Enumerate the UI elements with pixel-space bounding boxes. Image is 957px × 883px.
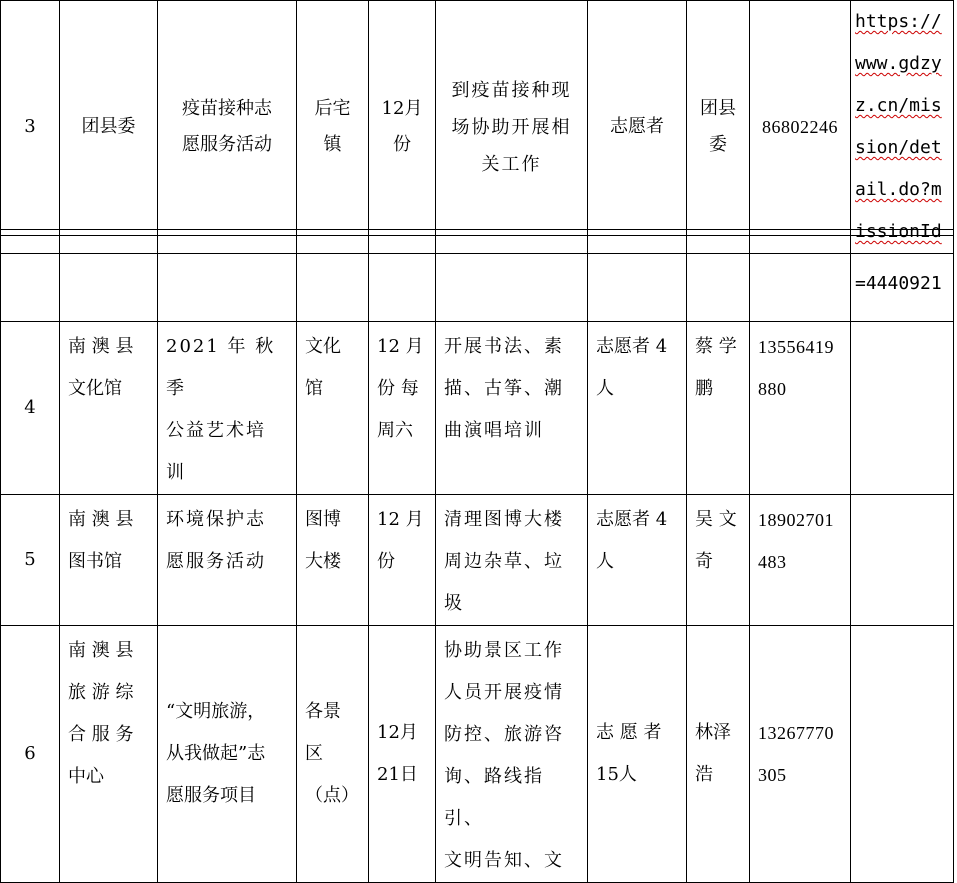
table-row (1, 626, 954, 883)
phone-cell: 13556419 880 (750, 322, 851, 495)
location-cell: 文化 馆 (297, 322, 369, 495)
organizer-cell (60, 236, 158, 322)
link-cell (851, 495, 954, 626)
content-cell: 清理图博大楼 周边杂草、垃 圾 (436, 495, 588, 626)
activity-name-cell: 2021 年 秋 季 公益艺术培 训 (158, 322, 297, 495)
table-row (1, 236, 954, 322)
content-cell: 开展书法、素 描、古筝、潮 曲演唱培训 (436, 322, 588, 495)
phone-cell (750, 236, 851, 322)
volunteers-cell (588, 236, 687, 322)
link-line: www.gdzy (855, 53, 942, 74)
link-cell (851, 626, 954, 883)
link-line: sion/det (855, 137, 942, 158)
contact-person-cell (687, 236, 750, 322)
activity-table-part-1 (0, 0, 954, 254)
contact-person-cell: 吴 文 奇 (687, 495, 750, 626)
phone-cell: 18902701 483 (750, 495, 851, 626)
row-number: 6 (1, 626, 60, 883)
link-cell (851, 322, 954, 495)
phone-cell: 86802246 (750, 1, 851, 254)
row-number: 3 (1, 1, 60, 254)
content-cell: 协助景区工作 人员开展疫情 防控、旅游咨 询、路线指引、 文明告知、文 (436, 626, 588, 883)
activity-name-cell (158, 236, 297, 322)
link-cell (851, 1, 954, 254)
activity-table-part-2 (0, 235, 954, 883)
time-cell: 12月 21日 (369, 626, 436, 883)
link-line: ail.do?m (855, 179, 942, 200)
activity-name-cell: 疫苗接种志 愿服务活动 (158, 1, 297, 254)
content-cell (436, 236, 588, 322)
table-row (1, 495, 954, 626)
location-cell: 后宅 镇 (297, 1, 369, 254)
link-line: =4440921 (855, 272, 942, 294)
volunteers-cell: 志愿者 4 人 (588, 495, 687, 626)
contact-person-cell: 蔡 学 鹏 (687, 322, 750, 495)
volunteers-cell: 志愿者 4 人 (588, 322, 687, 495)
time-cell (369, 236, 436, 322)
organizer-cell: 南 澳 县 旅 游 综 合 服 务 中心 (60, 626, 158, 883)
location-cell: 各景 区 （点） (297, 626, 369, 883)
link-line: https:// (855, 11, 942, 32)
contact-person-cell: 林泽 浩 (687, 626, 750, 883)
activity-name-cell: “文明旅游， 从我做起”志 愿服务项目 (158, 626, 297, 883)
link-line: issionId (855, 221, 942, 242)
contact-person-cell: 团县 委 (687, 1, 750, 254)
time-cell: 12 月 份 (369, 495, 436, 626)
row-number (1, 236, 60, 322)
table-row (1, 1, 954, 254)
volunteers-cell: 志 愿 者 15人 (588, 626, 687, 883)
activity-name-cell: 环境保护志 愿服务活动 (158, 495, 297, 626)
volunteers-cell: 志愿者 (588, 1, 687, 254)
organizer-cell: 南 澳 县 文化馆 (60, 322, 158, 495)
table-row (1, 322, 954, 495)
time-cell: 12 月 份 每 周六 (369, 322, 436, 495)
organizer-cell: 南 澳 县 图书馆 (60, 495, 158, 626)
content-cell: 到疫苗接种现 场协助开展相 关工作 (436, 1, 588, 254)
phone-cell: 13267770 305 (750, 626, 851, 883)
row-number: 4 (1, 322, 60, 495)
location-cell (297, 236, 369, 322)
link-line: z.cn/mis (855, 95, 942, 116)
time-cell: 12月 份 (369, 1, 436, 254)
row-number: 5 (1, 495, 60, 626)
page-break-line (0, 229, 953, 230)
organizer-cell: 团县委 (60, 1, 158, 254)
link-cell (851, 236, 954, 322)
location-cell: 图博 大楼 (297, 495, 369, 626)
